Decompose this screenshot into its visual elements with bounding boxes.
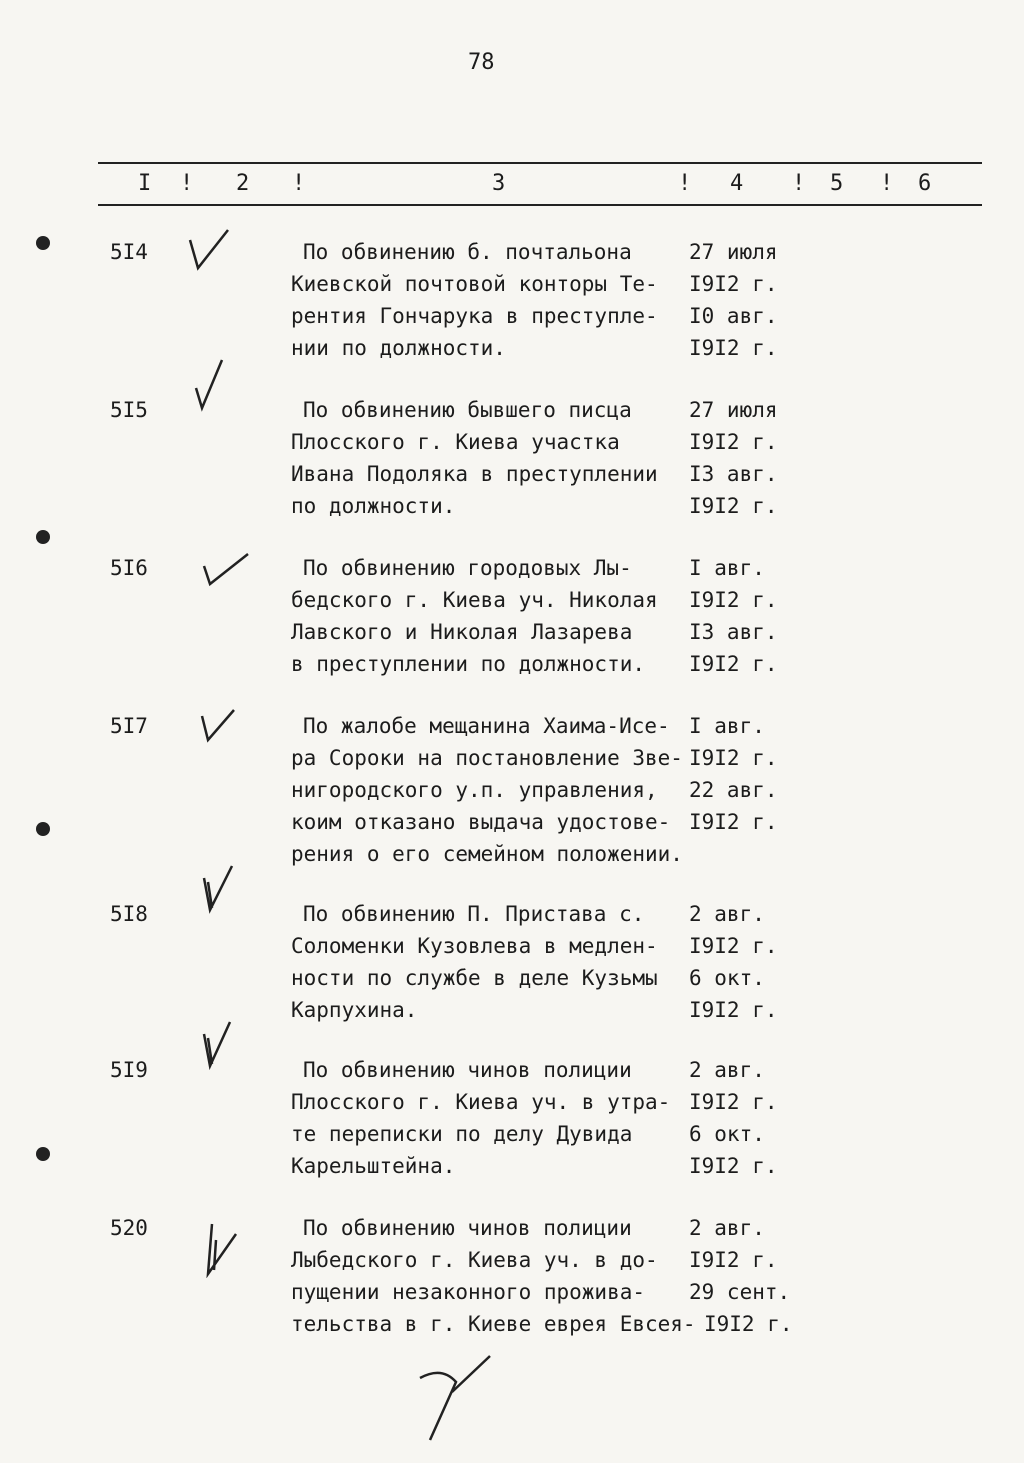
- column-separator: !: [180, 171, 194, 196]
- description-line: Лавского и Николая Лазарева: [291, 620, 633, 644]
- description-line: Карельштейна.: [291, 1154, 456, 1178]
- column-separator: !: [292, 171, 306, 196]
- description-line: Плосского г. Киева уч. в утра-: [291, 1090, 671, 1114]
- punch-hole-4: [36, 1147, 50, 1161]
- description-line: По жалобе мещанина Хаима-Исе-: [303, 714, 670, 738]
- description-line: те переписки по делу Дувида: [291, 1122, 633, 1146]
- date-line: 27 июля: [689, 240, 778, 264]
- column-header-3: 3: [492, 171, 506, 196]
- date-line: I3 авг.: [689, 620, 778, 644]
- entry-number: 5I8: [110, 902, 148, 926]
- date-line: 2 авг.: [689, 1216, 765, 1240]
- description-line: рентия Гончарука в преступле-: [291, 304, 658, 328]
- description-line: нии по должности.: [291, 336, 506, 360]
- date-line: I9I2 г.: [689, 1154, 778, 1178]
- header-rule-bottom: [98, 204, 982, 206]
- description-line: нигородского у.п. управления,: [291, 778, 658, 802]
- date-line: 22 авг.: [689, 778, 778, 802]
- description-line: по должности.: [291, 494, 456, 518]
- date-line: 2 авг.: [689, 1058, 765, 1082]
- description-line: ности по службе в деле Кузьмы: [291, 966, 658, 990]
- date-line: I9I2 г.: [689, 1248, 778, 1272]
- check-mark-icon: [192, 358, 232, 412]
- check-mark-icon: [186, 228, 232, 274]
- header-rule-top: [98, 162, 982, 164]
- column-separator: !: [792, 171, 806, 196]
- date-line: I9I2 г.: [704, 1312, 793, 1336]
- check-mark-icon: [202, 1220, 242, 1278]
- date-line: 6 окт.: [689, 966, 765, 990]
- description-line: Карпухина.: [291, 998, 418, 1022]
- column-header-2: 2: [236, 171, 250, 196]
- description-line: тельства в г. Киеве еврея Евсея-: [291, 1312, 696, 1336]
- entry-number: 5I9: [110, 1058, 148, 1082]
- description-line: коим отказано выдача удостове-: [291, 810, 671, 834]
- date-line: I9I2 г.: [689, 746, 778, 770]
- date-line: I9I2 г.: [689, 934, 778, 958]
- column-header-4: 4: [730, 171, 744, 196]
- column-header-5: 5: [830, 171, 844, 196]
- check-mark-icon: [198, 708, 238, 744]
- description-line: рения о его семейном положении.: [291, 842, 683, 866]
- description-line: Соломенки Кузовлева в медлен-: [291, 934, 658, 958]
- description-line: По обвинению чинов полиции: [303, 1216, 632, 1240]
- description-line: Ивана Подоляка в преступлении: [291, 462, 658, 486]
- entry-number: 5I4: [110, 240, 148, 264]
- entry-number: 5I6: [110, 556, 148, 580]
- date-line: I9I2 г.: [689, 652, 778, 676]
- description-line: пущении незаконного прожива-: [291, 1280, 646, 1304]
- column-header-6: 6: [918, 171, 932, 196]
- date-line: I9I2 г.: [689, 998, 778, 1022]
- punch-hole-2: [36, 530, 50, 544]
- date-line: I9I2 г.: [689, 430, 778, 454]
- date-line: I3 авг.: [689, 462, 778, 486]
- column-header-1: I: [138, 171, 152, 196]
- date-line: I авг.: [689, 714, 765, 738]
- entry-number: 520: [110, 1216, 148, 1240]
- date-line: 27 июля: [689, 398, 778, 422]
- entry-number: 5I7: [110, 714, 148, 738]
- description-line: в преступлении по должности.: [291, 652, 646, 676]
- date-line: I9I2 г.: [689, 810, 778, 834]
- date-line: I0 авг.: [689, 304, 778, 328]
- description-line: ра Сороки на постановление Зве-: [291, 746, 683, 770]
- punch-hole-3: [36, 822, 50, 836]
- date-line: I9I2 г.: [689, 1090, 778, 1114]
- date-line: 6 окт.: [689, 1122, 765, 1146]
- description-line: Плосского г. Киева участка: [291, 430, 620, 454]
- handwritten-mark-icon: [412, 1352, 496, 1444]
- page-number: 78: [468, 50, 495, 75]
- date-line: I9I2 г.: [689, 336, 778, 360]
- description-line: По обвинению чинов полиции: [303, 1058, 632, 1082]
- date-line: 29 сент.: [689, 1280, 791, 1304]
- date-line: I авг.: [689, 556, 765, 580]
- date-line: I9I2 г.: [689, 588, 778, 612]
- check-mark-icon: [200, 1020, 240, 1070]
- entry-number: 5I5: [110, 398, 148, 422]
- column-separator: !: [678, 171, 692, 196]
- description-line: По обвинению П. Пристава с.: [303, 902, 645, 926]
- check-mark-icon: [198, 552, 252, 588]
- date-line: I9I2 г.: [689, 272, 778, 296]
- description-line: Лыбедского г. Киева уч. в до-: [291, 1248, 658, 1272]
- column-separator: !: [880, 171, 894, 196]
- description-line: По обвинению городовых Лы-: [303, 556, 632, 580]
- description-line: бедского г. Киева уч. Николая: [291, 588, 658, 612]
- description-line: По обвинению бывшего писца: [303, 398, 632, 422]
- check-mark-icon: [200, 864, 240, 914]
- description-line: По обвинению б. почтальона: [303, 240, 632, 264]
- punch-hole-1: [36, 236, 50, 250]
- date-line: I9I2 г.: [689, 494, 778, 518]
- description-line: Киевской почтовой конторы Те-: [291, 272, 658, 296]
- date-line: 2 авг.: [689, 902, 765, 926]
